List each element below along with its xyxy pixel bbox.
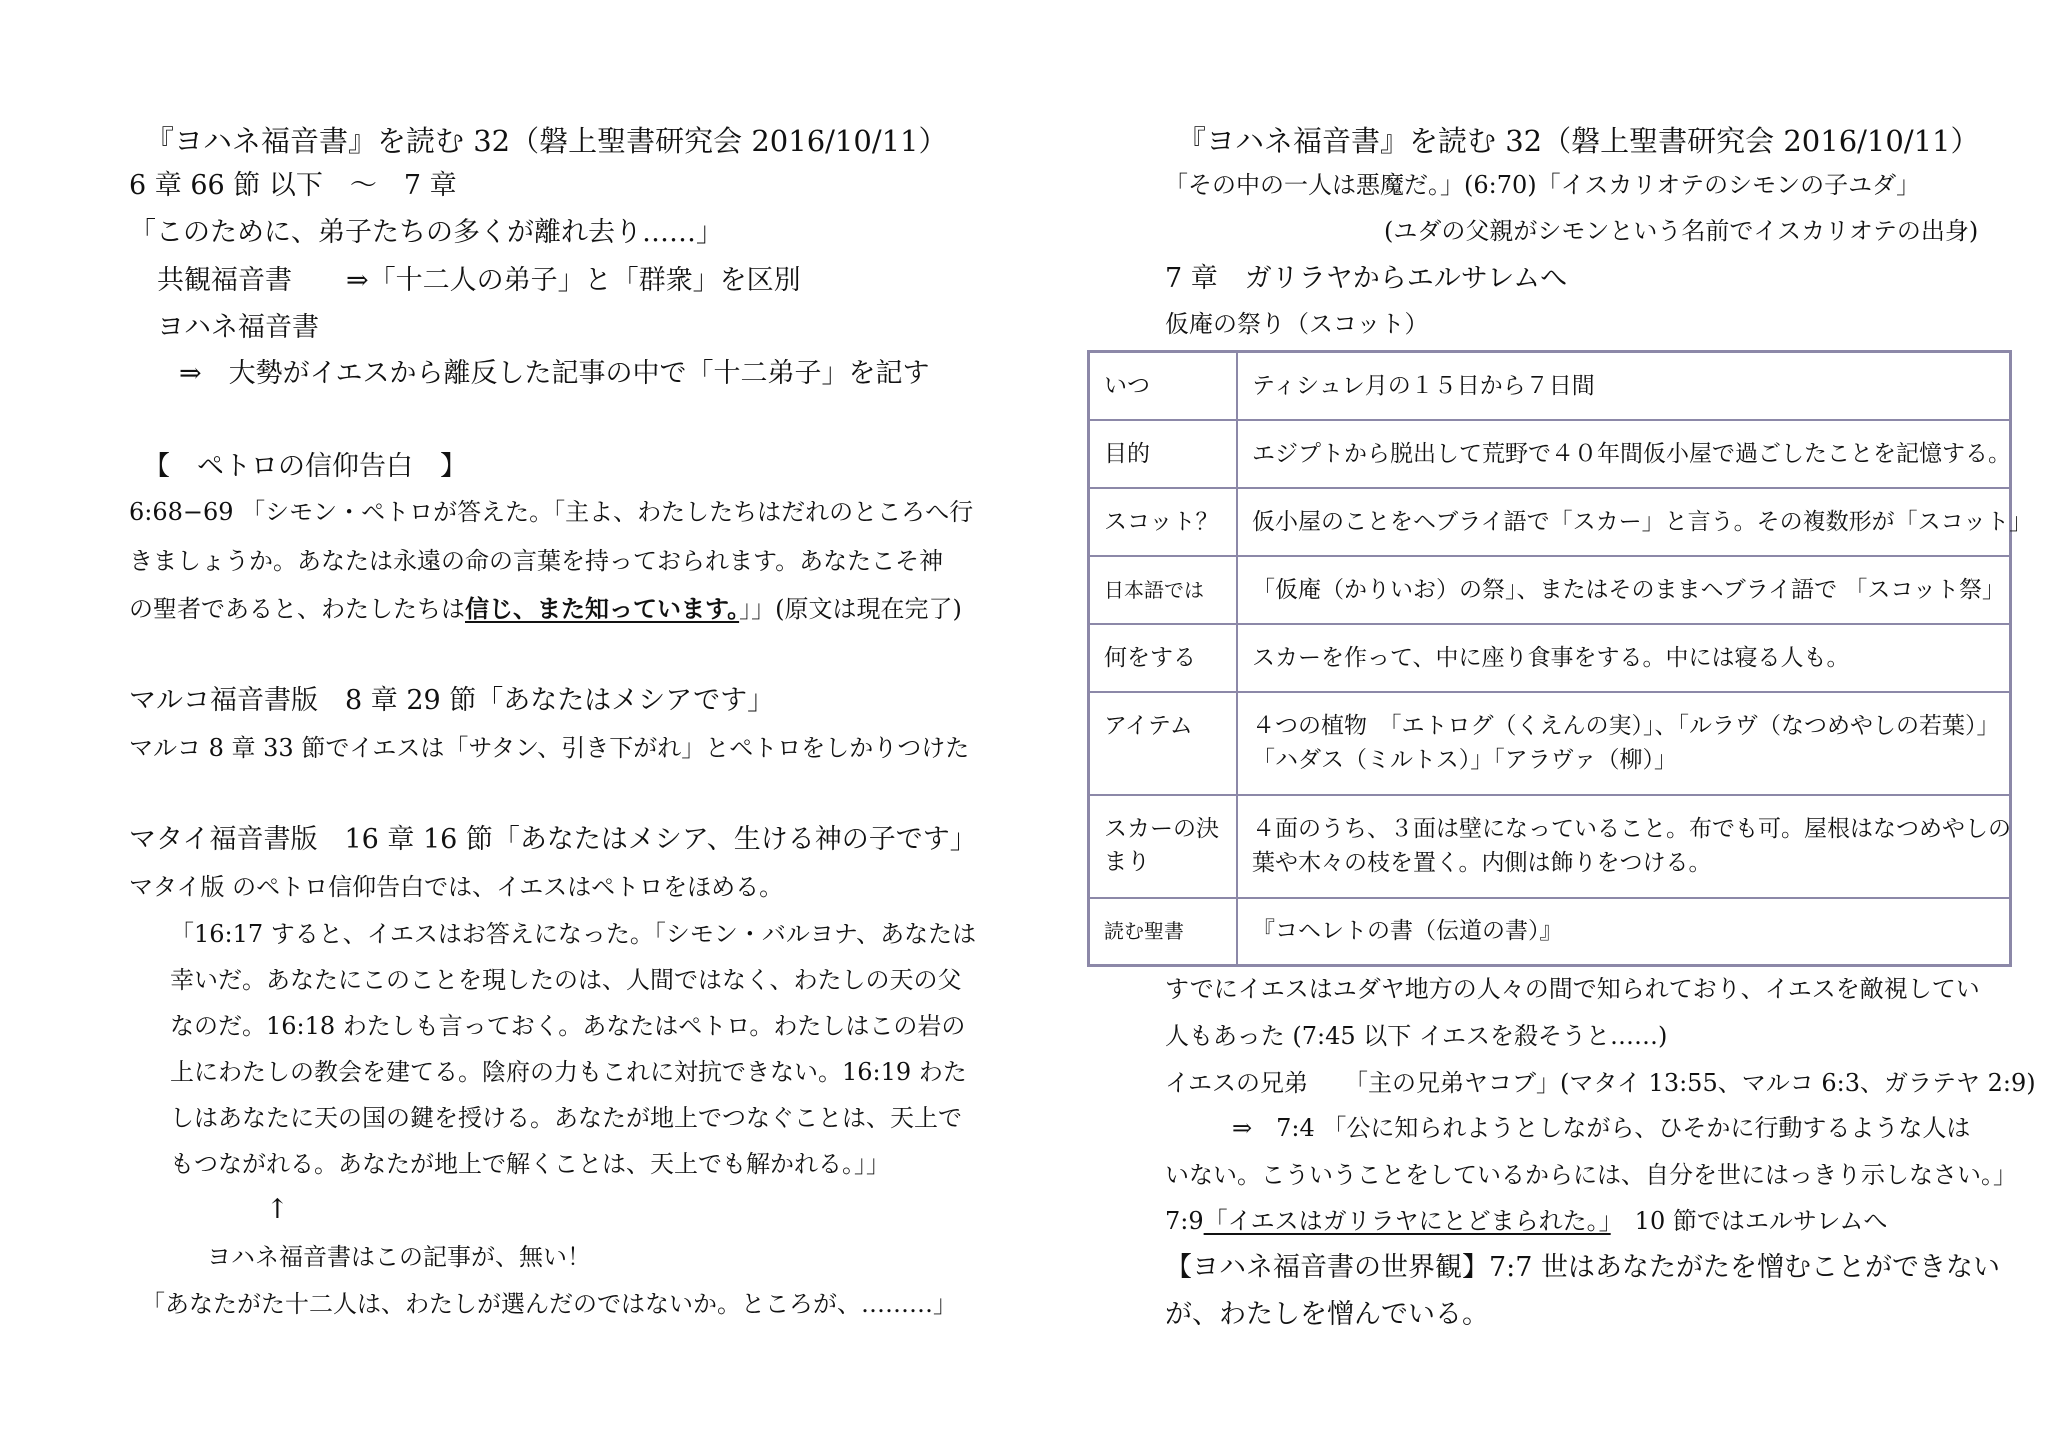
table-row <box>1089 488 2011 556</box>
table-key: いつ <box>1089 352 1238 420</box>
table-key: 日本語では <box>1089 556 1238 624</box>
table-key: スカーの決まり <box>1089 795 1238 898</box>
table-row <box>1089 795 2011 898</box>
verse-7-4-line: ⇒ 7:4 「公に知られようとしながら、ひそかに行動するような人は <box>1232 1114 1971 1142</box>
table-value: 「仮庵（かりいお）の祭」、またはそのままヘブライ語で 「スコット祭」 <box>1237 556 2011 624</box>
quote-depart: 「このために、弟子たちの多くが離れ去り……」 <box>129 217 723 248</box>
mark-heading: マルコ福音書版 8 章 29 節「あなたはメシアです」 <box>129 685 775 716</box>
table-row <box>1089 692 2011 795</box>
devil-quote: 「その中の一人は悪魔だ。」(6:70)「イスカリオテのシモンの子ユダ」 <box>1164 171 1921 199</box>
verse-text: 10 節ではエルサレムへ <box>1610 1207 1888 1235</box>
worldview-line: 【ヨハネ福音書の世界観】7:7 世はあなたがたを憎むことができない <box>1165 1252 2001 1283</box>
right-page <box>1024 0 2048 1449</box>
synoptic-note: 共観福音書 ⇒「十二人の弟子」と「群衆」を区別 <box>157 265 801 296</box>
table-value-line: ４面のうち、３面は壁になっていること。布でも可。屋根はなつめやしの <box>1252 816 2011 842</box>
mark-note: マルコ 8 章 33 節でイエスは「サタン、引き下がれ」とペトロをしかりつけた <box>129 734 970 762</box>
table-row <box>1089 420 2011 488</box>
john-note: ⇒ 大勢がイエスから離反した記事の中で「十二弟子」を記す <box>179 358 930 389</box>
left-title: 『ヨハネ福音書』を読む 32（磐上聖書研究会 2016/10/11） <box>145 124 948 158</box>
peter-quote-emphasis: 信じ、また知っています。 <box>465 594 740 623</box>
peter-quote-text: 」」(原文は現在完了) <box>739 595 962 623</box>
up-arrow-icon: ↑ <box>266 1194 289 1225</box>
john-label: ヨハネ福音書 <box>157 312 319 343</box>
matthew-note: マタイ版 のペトロ信仰告白では、イエスはペトロをほめる。 <box>129 873 784 901</box>
twelve-quote: 「あなたがた十二人は、わたしが選んだのではないか。ところが、………」 <box>141 1290 957 1318</box>
judas-note: (ユダの父親がシモンという名前でイスカリオテの出身) <box>1384 217 1979 245</box>
matthew-heading: マタイ福音書版 16 章 16 節「あなたはメシア、生ける神の子です」 <box>129 824 977 855</box>
table-key: 読む聖書 <box>1089 898 1238 966</box>
table-value: エジプトから脱出して荒野で４０年間仮小屋で過ごしたことを記憶する。 <box>1237 420 2011 488</box>
john-absent: ヨハネ福音書はこの記事が、無い！ <box>207 1243 591 1271</box>
peter-quote-line: 6:68−69 「シモン・ペトロが答えた。「主よ、わたしたちはだれのところへ行 <box>129 498 974 526</box>
table-key: 目的 <box>1089 420 1238 488</box>
table-row <box>1089 624 2011 692</box>
matthew-quote-line: なのだ。16:18 わたしも言っておく。あなたはペトロ。わたしはこの岩の <box>170 1012 966 1040</box>
table-value-line: ４つの植物 「エトログ（くえんの実）」、「ルラヴ（なつめやしの若葉）」 <box>1252 713 2000 739</box>
matthew-quote-line: 幸いだ。あなたにこのことを現したのは、人間ではなく、わたしの天の父 <box>170 966 962 994</box>
brothers-line: イエスの兄弟 「主の兄弟ヤコブ」(マタイ 13:55、マルコ 6:3、ガラテヤ 2:9) <box>1165 1069 2036 1097</box>
festival-table <box>1087 350 2033 967</box>
table-value-line: 葉や木々の枝を置く。内側は飾りをつける。 <box>1252 850 1712 876</box>
matthew-quote-line: しはあなたに天の国の鍵を授ける。あなたが地上でつなぐことは、天上で <box>170 1104 962 1132</box>
table-value: ティシュレ月の１５日から７日間 <box>1237 352 2011 420</box>
table-value-line: 「ハダス（ミルトス）」「アラヴァ（柳）」 <box>1252 747 1678 773</box>
table-value <box>1237 795 2011 898</box>
right-title: 『ヨハネ福音書』を読む 32（磐上聖書研究会 2016/10/11） <box>1177 124 1980 158</box>
peter-heading: 【 ペトロの信仰告白 】 <box>143 451 467 482</box>
table-value: 仮小屋のことをヘブライ語で「スカー」と言う。その複数形が「スコット」 <box>1237 488 2011 556</box>
table-row <box>1089 556 2011 624</box>
table-value <box>1237 692 2011 795</box>
table-key: 何をする <box>1089 624 1238 692</box>
worldview-line: が、わたしを憎んでいる。 <box>1165 1299 1489 1330</box>
table-value: スカーを作って、中に座り食事をする。中には寝る人も。 <box>1237 624 2011 692</box>
verse-7-9-emphasis: 「イエスはガリラヤにとどまられた。」 <box>1203 1207 1611 1235</box>
chapter-range: 6 章 66 節 以下 ～ 7 章 <box>129 170 457 201</box>
judea-line: すでにイエスはユダヤ地方の人々の間で知られており、イエスを敵視してい <box>1165 975 1980 1003</box>
matthew-quote-line: もつながれる。あなたが地上で解くことは、天上でも解かれる。」」 <box>170 1150 890 1178</box>
table-key: アイテム <box>1089 692 1238 795</box>
chapter7-heading: 7 章 ガリラヤからエルサレムへ <box>1165 263 1568 294</box>
peter-quote-line <box>129 594 962 623</box>
peter-quote-line: きましょうか。あなたは永遠の命の言葉を持っておられます。あなたこそ神 <box>129 547 944 575</box>
judea-line: 人もあった (7:45 以下 イエスを殺そうと……) <box>1165 1022 1668 1050</box>
verse-7-4-line: いない。こういうことをしているからには、自分を世にはっきり示しなさい。」 <box>1165 1161 2017 1189</box>
matthew-quote-line: 「16:17 すると、イエスはお答えになった。「シモン・バルヨナ、あなたは <box>170 920 977 948</box>
verse-ref: 7:9 <box>1165 1207 1204 1235</box>
matthew-quote-line: 上にわたしの教会を建てる。陰府の力もこれに対抗できない。16:19 わた <box>170 1058 967 1086</box>
festival-heading: 仮庵の祭り（スコット） <box>1165 310 1429 338</box>
table-row <box>1089 352 2011 420</box>
table-value: 『コヘレトの書（伝道の書）』 <box>1237 898 2011 966</box>
table-key: スコット？ <box>1089 488 1238 556</box>
table-row <box>1089 898 2011 966</box>
peter-quote-text: の聖者であると、わたしたちは <box>129 595 465 623</box>
verse-7-9-line <box>1165 1209 1887 1233</box>
